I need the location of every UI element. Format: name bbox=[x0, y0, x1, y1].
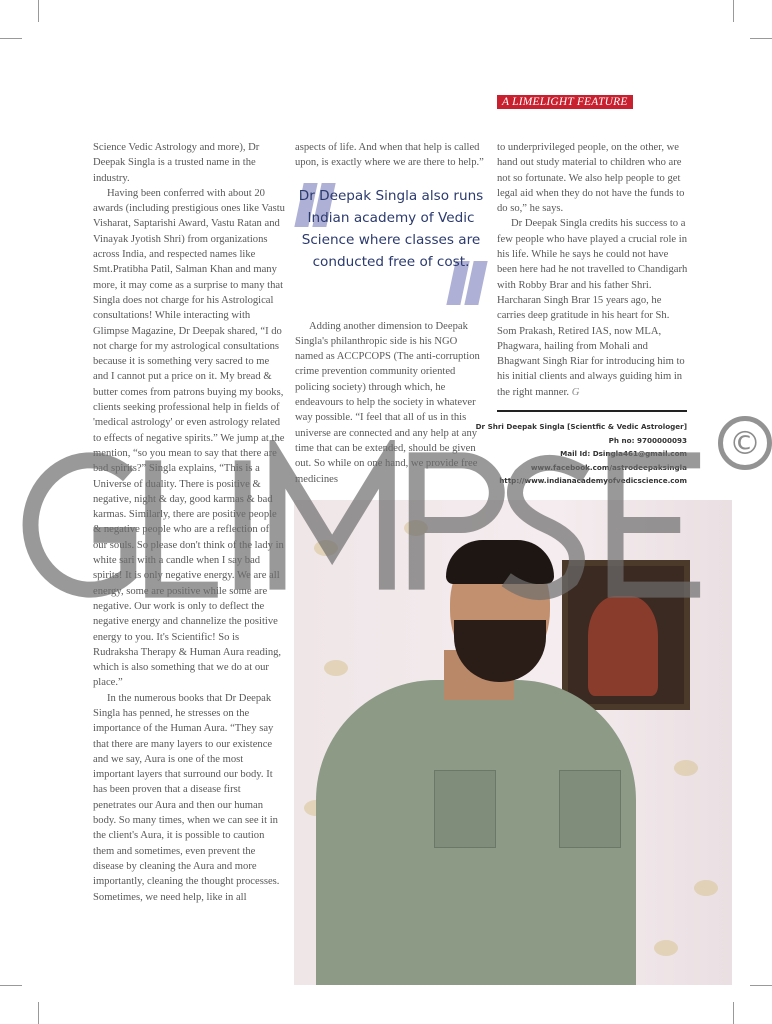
contact-email: Mail Id: Dsingla461@gmail.com bbox=[560, 449, 687, 459]
crop-mark bbox=[0, 985, 22, 986]
paragraph-text: Dr Deepak Singla credits his success to a few people who have played a crucial role in his life. While he says he could not have been here had he not travelled to Chandigarh with Robby Brar and his father Shri. Harcharan Singh Brar 15 years ago, he carries deep gratitude in his heart for Sh. Som Prakash, Retired IAS, now MLA, Phagwara, hailing from Mohali and Bhagwant Singh Riar for introducing him to his initial clients and always guiding him in the right manner. bbox=[497, 218, 688, 398]
article-column-1 bbox=[93, 140, 285, 905]
contact-block bbox=[470, 420, 687, 488]
crop-mark bbox=[733, 0, 734, 22]
crop-mark bbox=[38, 0, 39, 22]
crop-mark bbox=[750, 985, 772, 986]
crop-mark bbox=[750, 38, 772, 39]
copyright-icon: © bbox=[718, 416, 772, 470]
contact-phone: Ph no: 9700000093 bbox=[608, 435, 687, 445]
article-column-3 bbox=[475, 140, 689, 488]
contact-website: http://www.indianacademyofvedicscience.com bbox=[499, 476, 687, 486]
wall-painting bbox=[562, 560, 690, 710]
paragraph: Science Vedic Astrology and more), Dr Deepak Singla is a trusted name in the industry. bbox=[93, 142, 260, 184]
paragraph: In the numerous books that Dr Deepak Singla has penned, he stresses on the importance of the Human Aura. “They say that there are many layers to our existence and we say, Aura is one of the most important layers that surround our body. It has been proven that a disease first penetrates our Aura and then our human body. So many times, when we can see it in the client's Aura, it is possible to caution them and sometimes, even prevent the disease by cleaning the Aura and more importantly, cleaning the thought processes. Sometimes, we need help, like in all bbox=[93, 692, 280, 903]
portrait-photo bbox=[294, 500, 732, 985]
paragraph: Having been conferred with about 20 awards (including prestigious ones like Vastu Visharat, Saptarishi Award, Vastu Ratan and Vinayak Jyotish Shri) from organizations across India, and respected names like Smt.Pratibha Patil, Salman Khan and many more, it may come as a surprise to many that Singla does not charge for his Astrological consultations! While interacting with Glimpse Magazine, Dr Deepak shared, “I do not charge for my astrological consultations because it is something very sacred to me and I cannot put a price on it. My bread & butter comes from patrons buying my books, clients seeking professional help in fields of 'medical astrology' or even astrology related to effects of negative spirits.” We jump at the mention, “so you mean to say that there are bad spirits?” Singla explains, “This is a Universe of duality. There is positive & negative, night & day, good karmas & bad karmas. Similarly, there are positive people & negative people who are a reflection of our souls. So please don't think of the lady in white sari with a candle when I say bad spirits! It is only negative energy. We are all energy, some are positive while some are negative. Our work is only to deflect the negative energy and channelize the positive energy to you. It's Scientific! So is Rudraksha Therapy & Human Aura reading, which is also something that we do at our place.” bbox=[93, 187, 285, 689]
paragraph: Adding another dimension to Deepak Singla's philanthropic side is his NGO named as ACCPCOPS (The anti-corruption crime prevention community oriented policing society) through which, he endeavours to help the society in whatever way possible. “I feel that all of us in this universe are connected and any help at any time that can be extended, should be given out. So while on one hand, we provide free medicines bbox=[295, 320, 480, 485]
article-column-2 bbox=[295, 140, 487, 487]
section-tag: A LIMELIGHT FEATURE bbox=[497, 95, 633, 109]
pull-quote-box bbox=[295, 185, 487, 293]
divider bbox=[497, 410, 687, 412]
contact-facebook: www.facebook.com/astrodeepaksingla bbox=[530, 462, 687, 472]
crop-mark bbox=[0, 38, 22, 39]
paragraph: to underprivileged people, on the other, we hand out study material to children who are not so fortunate. We also help people to get legal aid when they do not have the funds to do so,” he says. bbox=[497, 142, 685, 215]
end-mark-logo: G bbox=[571, 386, 580, 398]
crop-mark bbox=[733, 1002, 734, 1024]
crop-mark bbox=[38, 1002, 39, 1024]
paragraph: aspects of life. And when that help is called upon, is exactly where we are there to help.” bbox=[295, 142, 484, 169]
paragraph bbox=[497, 216, 689, 400]
pull-quote: Dr Deepak Singla also runs Indian academy of Vedic Science where classes are conducted free of cost. bbox=[298, 187, 484, 270]
contact-name: Dr Shri Deepak Singla [Scientfic & Vedic Astrologer] bbox=[475, 422, 687, 432]
